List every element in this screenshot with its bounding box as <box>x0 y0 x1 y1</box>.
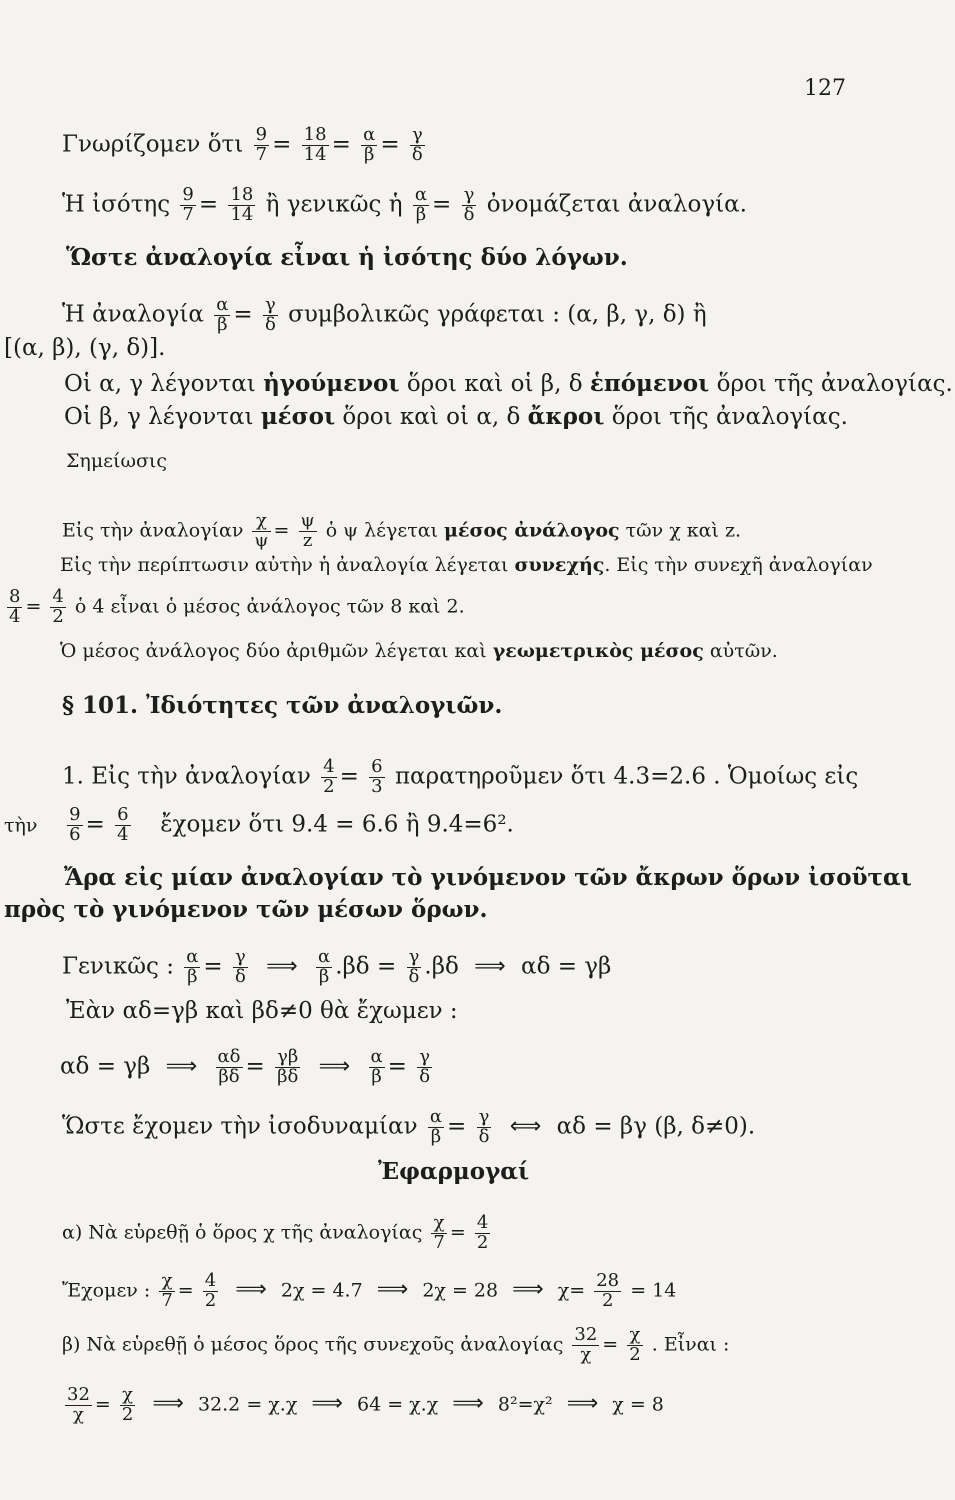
fraction: $\frac{4}{2}$ <box>204 1270 217 1311</box>
line-pair-notation: [(α, β), (γ, δ)]. <box>4 335 166 361</box>
implies-arrow: ⟹ <box>452 1391 484 1417</box>
line-equality-definition: Ἡ ἰσότης $\frac{9}{7}$ = $\frac{18}{14}$ ἢ γενικῶς ἡ $\frac{\alpha}{\beta}$ = $\frac{\gamma}{\delta}$ ὀνομάζεται ἀναλογία. <box>62 184 747 225</box>
fraction: $\frac{\alpha}{\beta}$ <box>363 124 376 165</box>
exercise-a: α) Νὰ εὑρεθῇ ὁ ὅρος χ τῆς ἀναλογίας $\frac{\chi}{7}$ = $\frac{4}{2}$ <box>62 1212 489 1253</box>
implies-arrow: ⟹ <box>376 1277 409 1303</box>
fraction: $\frac{\gamma}{\delta}$ <box>478 1106 490 1147</box>
applications-heading: Ἐφαρμογαί <box>378 1158 530 1185</box>
fraction: $\frac{28}{2}$ <box>596 1270 620 1311</box>
fraction: $\frac{\gamma\beta}{\beta\delta}$ <box>277 1046 299 1087</box>
fraction: $\frac{\chi}{7}$ <box>161 1270 173 1311</box>
fraction: $\frac{\alpha}{\beta}$ <box>414 184 427 225</box>
line-example-continuous: $\frac{8}{4}$ = $\frac{4}{2}$ ὁ 4 εἶναι ὁ μέσος ἀνάλογος τῶν 8 καὶ 2. <box>9 586 465 627</box>
implies-arrow: ⟹ <box>474 954 506 980</box>
line-continuous-proportion: Εἰς τὴν περίπτωσιν αὐτὴν ἡ ἀναλογία λέγεται συνεχής. Εἰς τὴν συνεχῆ ἀναλογίαν <box>60 554 873 576</box>
line-equivalence: Ὥστε ἔχομεν τὴν ἰσοδυναμίαν $\frac{\alpha}{\beta}$ = $\frac{\gamma}{\delta}$ ⟺ αδ = βγ (β, δ≠0). <box>62 1106 756 1147</box>
fraction: $\frac{32}{\chi}$ <box>574 1324 598 1365</box>
theorem-line-2: πρὸς τὸ γινόμενον τῶν μέσων ὅρων. <box>4 896 488 923</box>
line-geometric-mean: Ὁ μέσος ἀνάλογος δύο ἀριθμῶν λέγεται καὶ γεωμετρικὸς μέσος αὐτῶν. <box>60 640 778 662</box>
definition-statement: Ὥστε ἀναλογία εἶναι ἡ ἰσότης δύο λόγων. <box>66 244 628 271</box>
implies-arrow: ⟹ <box>266 954 298 980</box>
note-heading: Σημείωσις <box>66 450 168 472</box>
fraction: $\frac{18}{14}$ <box>303 124 327 165</box>
fraction: $\frac{\alpha\delta}{\beta\delta}$ <box>217 1046 241 1087</box>
fraction: $\frac{\gamma}{\delta}$ <box>463 184 475 225</box>
fraction: $\frac{\psi}{z}$ <box>300 510 315 551</box>
solution-a: Ἔχομεν : $\frac{\chi}{7}$ = $\frac{4}{2}$ ⟹ 2χ = 4.7 ⟹ 2χ = 28 ⟹ χ= $\frac{28}{2}$ = 14 <box>62 1270 677 1311</box>
fraction: $\frac{\alpha}{\beta}$ <box>429 1106 443 1147</box>
fraction: $\frac{\alpha}{\beta}$ <box>318 946 331 987</box>
exercise-b: β) Νὰ εὑρεθῇ ὁ μέσος ὅρος τῆς συνεχοῦς ἀναλογίας $\frac{32}{\chi}$ = $\frac{\chi}{2}$ . Εἶναι : <box>62 1324 730 1365</box>
fraction: $\frac{\alpha}{\beta}$ <box>370 1046 383 1087</box>
fraction: $\frac{32}{\chi}$ <box>67 1384 90 1425</box>
implies-arrow: ⟹ <box>512 1277 544 1303</box>
implies-arrow: ⟹ <box>235 1277 267 1303</box>
line-condition: Ἐὰν αδ=γβ καὶ βδ≠0 θὰ ἔχωμεν : <box>66 998 458 1024</box>
fraction: $\frac{9}{6}$ <box>69 804 81 845</box>
fraction: $\frac{18}{14}$ <box>230 184 254 225</box>
fraction: $\frac{\chi}{2}$ <box>121 1384 134 1425</box>
fraction: $\frac{8}{4}$ <box>9 586 21 627</box>
line-property-example: 1. Εἰς τὴν ἀναλογίαν $\frac{4}{2}$ = $\frac{6}{3}$ παρατηροῦμεν ὅτι 4.3=2.6 . Ὁμοίως εἰς <box>62 756 859 797</box>
fraction: $\frac{4}{2}$ <box>323 756 335 797</box>
solution-b: $\frac{32}{\chi}$ = $\frac{\chi}{2}$ ⟹ 32.2 = χ.χ ⟹ 64 = χ.χ ⟹ 8²=χ² ⟹ χ = 8 <box>67 1384 664 1425</box>
fraction: $\frac{\alpha}{\beta}$ <box>216 294 229 335</box>
fraction: $\frac{4}{2}$ <box>52 586 64 627</box>
implies-arrow: ⟹ <box>566 1391 599 1417</box>
fraction: $\frac{\gamma}{\delta}$ <box>408 946 420 987</box>
fraction: $\frac{6}{3}$ <box>371 756 383 797</box>
implies-arrow: ⟹ <box>165 1054 198 1080</box>
implies-arrow: ⟹ <box>311 1391 343 1417</box>
page-number: 127 <box>804 76 846 101</box>
line-converse-proof: αδ = γβ ⟹ $\frac{\alpha\delta}{\beta\delta}$ = $\frac{\gamma\beta}{\beta\delta}$ ⟹ $\frac{\alpha}{\beta}$ = $\frac{\gamma}{\delta}$ <box>60 1046 431 1087</box>
fraction: $\frac{\gamma}{\delta}$ <box>235 946 246 987</box>
section-heading: § 101. Ἰδιότητες τῶν ἀναλογιῶν. <box>62 692 503 719</box>
text: Γνωρίζομεν ὅτι <box>62 131 244 158</box>
line-middle-terms: Οἱ β, γ λέγονται μέσοι ὅροι καὶ οἱ α, δ ἄκροι ὅροι τῆς ἀναλογίας. <box>64 403 848 430</box>
equivalence-arrow: ⟺ <box>509 1114 542 1140</box>
fraction: $\frac{\chi}{2}$ <box>629 1324 641 1365</box>
fraction: $\frac{\alpha}{\beta}$ <box>186 946 199 987</box>
line-mean-proportional: Εἰς τὴν ἀναλογίαν $\frac{\chi}{\psi}$ = $\frac{\psi}{z}$ ὁ ψ λέγεται μέσος ἀνάλογος τῶν χ καὶ z. <box>62 510 742 551</box>
fraction: $\frac{\chi}{\psi}$ <box>254 510 269 551</box>
line-leading-terms: Οἱ α, γ λέγονται ἡγούμενοι ὅροι καὶ οἱ β, δ ἑπόμενοι ὅροι τῆς ἀναλογίας. <box>64 370 953 397</box>
theorem-line-1: Ἄρα εἰς μίαν ἀναλογίαν τὸ γινόμενον τῶν ἄκρων ὅρων ἰσοῦται <box>64 864 912 891</box>
line-second-example: τὴν $\frac{9}{6}$ = $\frac{6}{4}$ ἔχομεν ὅτι 9.4 = 6.6 ἢ 9.4=6². <box>4 804 514 845</box>
implies-arrow: ⟹ <box>318 1054 351 1080</box>
line-symbolic-notation: Ἡ ἀναλογία $\frac{\alpha}{\beta}$ = $\frac{\gamma}{\delta}$ συμβολικῶς γράφεται : (α, β, γ, δ) ἢ <box>62 294 707 335</box>
fraction: $\frac{4}{2}$ <box>476 1212 489 1253</box>
fraction: $\frac{9}{7}$ <box>182 184 194 225</box>
line-general-proof: Γενικῶς : $\frac{\alpha}{\beta}$ = $\frac{\gamma}{\delta}$ ⟹ $\frac{\alpha}{\beta}$ .βδ = $\frac{\gamma}{\delta}$ .βδ ⟹ αδ = γβ <box>62 946 612 987</box>
line-known-ratios: Γνωρίζομεν ὅτι $\frac{9}{7}$ = $\frac{18}{14}$ = $\frac{\alpha}{\beta}$ = $\frac{\gamma}{\delta}$ <box>62 124 423 165</box>
fraction: $\frac{\chi}{7}$ <box>433 1212 445 1253</box>
implies-arrow: ⟹ <box>152 1391 184 1417</box>
fraction: $\frac{6}{4}$ <box>117 804 129 845</box>
fraction: $\frac{\gamma}{\delta}$ <box>264 294 276 335</box>
fraction: $\frac{\gamma}{\delta}$ <box>419 1046 431 1087</box>
fraction: $\frac{9}{7}$ <box>255 124 268 165</box>
fraction: $\frac{\gamma}{\delta}$ <box>411 124 423 165</box>
